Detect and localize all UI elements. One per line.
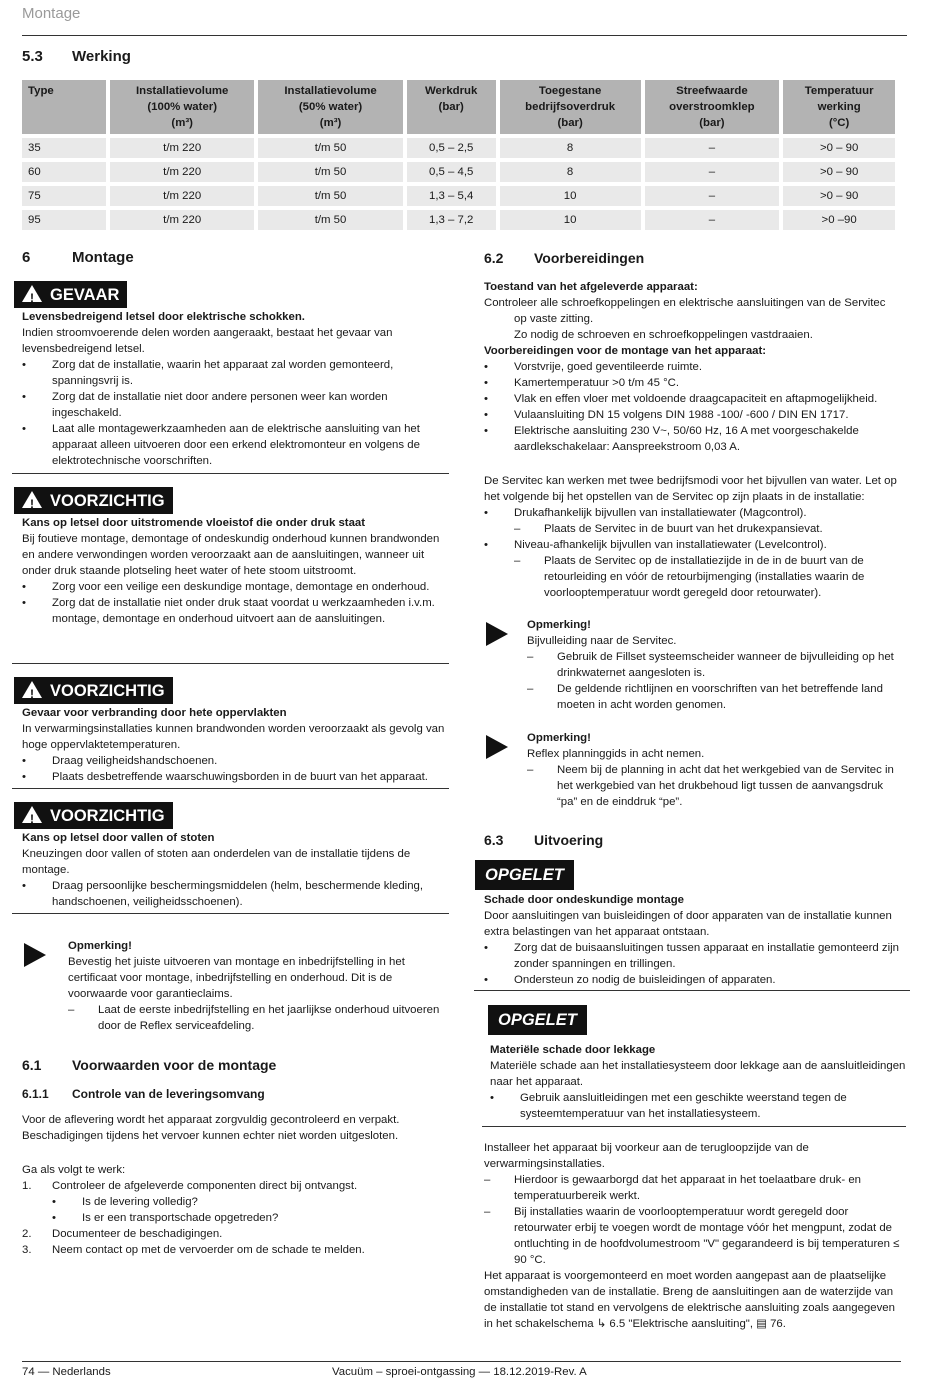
mode-bullets [484, 505, 906, 521]
table-header-cell [500, 80, 641, 134]
table-cell: t/m 50 [258, 138, 402, 158]
section-number: 6 [22, 249, 31, 266]
paragraph: Voor de aflevering wordt het apparaat zorgvuldig gecontroleerd en verpakt. Beschadigingen tijdens het vervoer kunnen echter niet worden uitgesloten. [22, 1114, 400, 1142]
table-header-cell [783, 80, 895, 134]
divider [12, 473, 449, 474]
step-number: 1. [22, 1180, 32, 1192]
list-item: – Plaats de Servitec op de installatiezijde in de in de buurt van de retourleiding en vóór de retourbijmenging (installaties waarin de voorlooptemperatuur wordt geregeld door retourwater). [514, 553, 906, 601]
caution-label-text: VOORZICHTIG [50, 682, 165, 700]
modes-block [484, 473, 906, 601]
danger-text: Indien stroomvoerende delen worden aangeraakt, bestaat het gevaar van levensbedreigend letsel. [22, 327, 393, 355]
notice-title: Materiële schade door lekkage [490, 1044, 656, 1056]
list-item: – Neem bij de planning in acht dat het werkgebied van de Servitec in het werkgebied van het drukbehoud ligt tussen de aanvangsdruk “pa” en de einddruk “pe”. [527, 762, 906, 810]
paragraph: Zo nodig de schroeven en schroefkoppelingen vastdraaien. [514, 329, 813, 341]
table-cell: 95 [22, 210, 106, 230]
note-arrow-icon [486, 735, 508, 759]
warning-triangle-icon [22, 806, 42, 823]
table-cell: 35 [22, 138, 106, 158]
notice-label-text: OPGELET [488, 1005, 587, 1035]
header-line: (bar) [699, 117, 725, 129]
caution-label [14, 802, 173, 829]
list-item: • Zorg dat de installatie niet door andere personen weer kan worden ingeschakeld. [22, 389, 450, 421]
caution-title: Kans op letsel door vallen of stoten [22, 832, 215, 844]
list-item: • Vulaansluiting DN 15 volgens DIN 1988 -100/ -600 / DIN EN 1717. [484, 407, 906, 423]
paragraph: Ga als volgt te werk: [22, 1164, 126, 1176]
note-block [527, 617, 906, 713]
header-line: (100% water) [147, 101, 217, 113]
section-title: Voorbereidingen [534, 250, 645, 266]
note-block [527, 730, 906, 810]
section-6-1-1-heading [22, 1086, 265, 1102]
list-item [22, 1178, 442, 1194]
paragraph: Controleer alle schroefkoppelingen en elektrische aansluitingen van de Servitec [484, 297, 886, 309]
header-line: (50% water) [298, 101, 363, 113]
sub-bullet-text: Is de levering volledig? [82, 1196, 198, 1208]
running-head: Montage [22, 5, 81, 22]
note-arrow-icon [24, 943, 46, 967]
paragraph [484, 1268, 902, 1332]
prep-bullets [484, 359, 906, 455]
table-cell: 0,5 – 2,5 [407, 138, 496, 158]
notice-block [484, 892, 906, 988]
table-cell: >0 – 90 [783, 138, 895, 158]
list-item: – Laat de eerste inbedrijfstelling en het jaarlijkse onderhoud uitvoeren door de Reflex serviceafdeling. [68, 1002, 450, 1034]
table-cell: 1,3 – 5,4 [407, 186, 496, 206]
section-6-2-heading [484, 250, 644, 266]
list-item: • Plaats desbetreffende waarschuwingsborden in de buurt van het apparaat. [22, 769, 450, 785]
section-6-3-heading [484, 832, 603, 848]
subheading: Voorbereidingen voor de montage van het apparaat: [484, 345, 767, 357]
list-item [22, 1242, 442, 1258]
table-cell: 8 [500, 162, 641, 182]
notice-text: Materiële schade aan het installatiesysteem door lekkage aan de aansluitleidingen naar het apparaat. [490, 1060, 906, 1088]
note-dashes [527, 762, 906, 810]
sub-bullet-text: Is er een transportschade opgetreden? [82, 1212, 279, 1224]
list-item: • Drukafhankelijk bijvullen van installatiewater (Magcontrol). [484, 505, 906, 521]
danger-label [14, 281, 127, 308]
section-title: Werking [72, 48, 131, 65]
section-number: 6.1.1 [22, 1087, 49, 1101]
table-cell: t/m 50 [258, 162, 402, 182]
divider [12, 663, 449, 664]
header-line: (bar) [557, 117, 583, 129]
danger-title: Levensbedreigend letsel door elektrische schokken. [22, 311, 305, 323]
table-row [22, 162, 895, 182]
section-number: 6.2 [484, 250, 504, 266]
section-number: 5.3 [22, 48, 43, 65]
list-item: • Vorstvrije, goed geventileerde ruimte. [484, 359, 906, 375]
table-cell: 1,3 – 7,2 [407, 210, 496, 230]
table-header-cell [645, 80, 780, 134]
footer-page-language: 74 — Nederlands [22, 1366, 111, 1378]
table-cell: t/m 220 [110, 210, 254, 230]
table-cell: 0,5 – 4,5 [407, 162, 496, 182]
table-row [22, 186, 895, 206]
note-title: Opmerking! [527, 732, 591, 744]
subheading: Toestand van het afgeleverde apparaat: [484, 281, 698, 293]
header-line: Toegestane [538, 85, 602, 97]
note-dashes [527, 649, 906, 713]
mode-dashes [484, 521, 906, 537]
section-title: Uitvoering [534, 832, 604, 848]
divider [12, 788, 449, 789]
page-reference[interactable]: 76. [766, 1318, 786, 1330]
section-number: 6.3 [484, 832, 504, 848]
caution-label [14, 677, 173, 704]
caution-block [22, 705, 450, 785]
footer-document-info: Vacuüm – sproei-ontgassing — 18.12.2019-Rev. A [332, 1366, 587, 1378]
table-row [22, 138, 895, 158]
table-cell: >0 – 90 [783, 186, 895, 206]
install-dashes [484, 1172, 902, 1268]
step-text: Neem contact op met de vervoerder om de schade te melden. [52, 1244, 365, 1256]
table-header-cell [258, 80, 402, 134]
header-line: bedrijfsoverdruk [525, 101, 616, 113]
list-item: • Kamertemperatuur >0 t/m 45 °C. [484, 375, 906, 391]
header-line: (bar) [438, 101, 464, 113]
list-item: • Vlak en effen vloer met voldoende draagcapaciteit en aftapmogelijkheid. [484, 391, 906, 407]
table-cell: – [645, 138, 780, 158]
closing-text: Het apparaat is voorgemonteerd en moet worden aangepast aan de plaatselijke omstandigheden van de installatie. Breng de aansluitingen aan de waterzijde van de installatie tot stand en vervolgens de elektrische aansluiting zoals aangegeven in het schakelschema [484, 1270, 895, 1330]
list-item: • Laat alle montagewerkzaamheden aan de elektrische aansluiting van het apparaat alleen uitvoeren door een erkend elektromonteur en volgens de elektrotechnische voorschriften. [22, 421, 450, 469]
notice-label [475, 860, 574, 890]
header-line: Installatievolume [135, 85, 229, 97]
arrow-link-icon: ↳ [596, 1318, 607, 1330]
list-item: • Gebruik aansluitleidingen met een geschikte weerstand tegen de systeemtemperatuur van het installatiesysteem. [490, 1090, 906, 1122]
section-title: Voorwaarden voor de montage [72, 1057, 277, 1073]
list-item: • Niveau-afhankelijk bijvullen van installatiewater (Levelcontrol). [484, 537, 906, 553]
section-number: 6.1 [22, 1057, 42, 1073]
table-cell: >0 – 90 [783, 162, 895, 182]
caution-text: Bij foutieve montage, demontage of ondeskundig onderhoud kunnen brandwonden en andere verwondingen worden veroorzaakt aan de aansluitingen, wanneer uit onder druk staande plotseling heet water of hete stoom uitstroomt. [22, 533, 440, 577]
list-item: – Gebruik de Fillset systeemscheider wanneer de bijvulleiding op het drinkwaternet aangesloten is. [527, 649, 906, 681]
caution-block [22, 515, 450, 627]
warning-triangle-icon [22, 285, 42, 302]
table-cell: – [645, 162, 780, 182]
notice-bullets [490, 1090, 906, 1122]
note-title: Opmerking! [68, 940, 132, 952]
caution-block [22, 830, 450, 910]
paragraph: Installeer het apparaat bij voorkeur aan de terugloopzijde van de verwarmingsinstallaties. [484, 1142, 809, 1170]
note-title: Opmerking! [527, 619, 591, 631]
table-cell: 10 [500, 210, 641, 230]
table-cell: >0 –90 [783, 210, 895, 230]
mode-dashes [484, 553, 906, 601]
list-item: • Zorg dat de buisaansluitingen tussen apparaat en installatie gemonteerd zijn zonder spanningen en trillingen. [484, 940, 906, 972]
section-6-heading [22, 250, 134, 266]
header-line: Installatievolume [284, 85, 377, 97]
list-item: – De geldende richtlijnen en voorschriften van het betreffende land moeten in acht worden genomen. [527, 681, 906, 713]
table-header-cell [22, 80, 106, 134]
step-number: 2. [22, 1228, 32, 1240]
table-row [22, 210, 895, 230]
cross-reference-link[interactable]: 6.5 "Elektrische aansluiting", [606, 1318, 757, 1330]
table-cell: – [645, 186, 780, 206]
notice-label-text: OPGELET [475, 860, 574, 890]
table-cell: 10 [500, 186, 641, 206]
table-cell: 75 [22, 186, 106, 206]
list-item: • Is er een transportschade opgetreden? [52, 1212, 279, 1224]
page-icon: ▤ [756, 1318, 767, 1330]
header-line: overstroomklep [669, 101, 755, 113]
section-title: Montage [72, 249, 134, 266]
caution-bullets [22, 753, 450, 785]
header-line: Werkdruk [425, 85, 478, 97]
note-text: Bijvulleiding naar de Servitec. [527, 635, 677, 647]
caution-text: In verwarmingsinstallaties kunnen brandwonden worden veroorzaakt als gevolg van hoge oppervlaktetemperaturen. [22, 723, 445, 751]
list-item: • Zorg dat de installatie, waarin het apparaat zal worden gemonteerd, spanningsvrij is. [22, 357, 450, 389]
section-6-1-heading [22, 1057, 276, 1073]
warning-triangle-icon [22, 681, 42, 698]
notice-label [488, 1005, 587, 1035]
step-text: Documenteer de beschadigingen. [52, 1228, 223, 1240]
preparations-block [484, 279, 906, 455]
table-header-cell [110, 80, 254, 134]
table-cell: t/m 50 [258, 210, 402, 230]
specifications-table [18, 76, 899, 234]
caution-text: Kneuzingen door vallen of stoten aan onderdelen van de installatie tijdens de montage. [22, 848, 411, 876]
table-cell: t/m 220 [110, 138, 254, 158]
danger-label-text: GEVAAR [50, 286, 120, 304]
divider [474, 990, 910, 991]
list-item: • Ondersteun zo nodig de buisleidingen of apparaten. [484, 972, 906, 988]
table-cell: t/m 220 [110, 186, 254, 206]
caution-label-text: VOORZICHTIG [50, 807, 165, 825]
header-line: (m³) [319, 117, 342, 129]
delivery-check-text [22, 1112, 442, 1144]
caution-label [14, 487, 173, 514]
notice-block [490, 1042, 906, 1122]
step-number: 3. [22, 1244, 32, 1256]
list-item: • Zorg voor een veilige een deskundige montage, demontage en onderhoud. [22, 579, 450, 595]
notice-title: Schade door ondeskundige montage [484, 894, 684, 906]
note-block [68, 938, 450, 1034]
caution-bullets [22, 579, 450, 627]
table-cell: – [645, 210, 780, 230]
table-cell: 8 [500, 138, 641, 158]
caution-title: Gevaar voor verbranding door hete oppervlakten [22, 707, 287, 719]
header-line: Type [28, 85, 54, 97]
note-arrow-icon [486, 622, 508, 646]
danger-bullets [22, 357, 450, 469]
paragraph: De Servitec kan werken met twee bedrijfsmodi voor het bijvullen van water. Let op het volgende bij het opstellen van de Servitec op zijn plaats in de installatie: [484, 475, 897, 503]
footer-rule [22, 1361, 901, 1362]
caution-title: Kans op letsel door uitstromende vloeistof die onder druk staat [22, 517, 366, 529]
paragraph: op vaste zitting. [514, 313, 594, 325]
notice-text: Door aansluitingen van buisleidingen of door apparaten van de installatie kunnen extra belastingen van het apparaat ontstaan. [484, 910, 892, 938]
list-item: • Is de levering volledig? [52, 1196, 198, 1208]
list-item: • Elektrische aansluiting 230 V~, 50/60 Hz, 16 A met voorgeschakelde aardlekschakelaar: Aanspreekstroom 0,03 A. [484, 423, 906, 455]
step-text: Controleer de afgeleverde componenten direct bij ontvangst. [52, 1180, 358, 1192]
note-text: Reflex planninggids in acht nemen. [527, 748, 705, 760]
list-item: – Hierdoor is gewaarborgd dat het apparaat in het toelaatbare druk- en temperatuurbereik werkt. [484, 1172, 902, 1204]
list-item: • Draag veiligheidshandschoenen. [22, 753, 450, 769]
mode-bullets [484, 537, 906, 553]
section-5-3-heading [22, 49, 131, 65]
caution-bullets [22, 878, 450, 910]
installation-text [484, 1140, 902, 1332]
note-text: Bevestig het juiste uitvoeren van montage en inbedrijfstelling in het certificaat voor montage, inbedrijfstelling en onderhoud. Dit is de voorwaarde voor garantieclaims. [68, 956, 405, 1000]
header-line: (°C) [828, 117, 850, 129]
divider [12, 913, 449, 914]
notice-bullets [484, 940, 906, 988]
list-item: • Zorg dat de installatie niet onder druk staat voordat u werkzaamheden i.v.m. montage, demontage en onderhoud uitvoert aan de aansluitingen. [22, 595, 450, 627]
header-line: werking [817, 101, 861, 113]
header-line: (m³) [171, 117, 193, 129]
note-dashes [68, 1002, 450, 1034]
table-cell: t/m 220 [110, 162, 254, 182]
list-item: – Bij installaties waarin de voorlooptemperatuur wordt geregeld door retourwater erbij te voegen wordt de montage vóór het mengpunt, zodat de ontluchting in de hoofdvolumestroom "V" gegarandeerd is bij temperaturen ≤ 90 °C. [484, 1204, 902, 1268]
list-item: • Draag persoonlijke beschermingsmiddelen (helm, beschermende kleding, handschoenen, veiligheidsschoenen). [22, 878, 450, 910]
table-cell: t/m 50 [258, 186, 402, 206]
table-header-cell [407, 80, 496, 134]
list-item [22, 1226, 442, 1242]
warning-triangle-icon [22, 491, 42, 508]
divider [482, 1126, 906, 1127]
danger-block [22, 309, 450, 469]
list-item: – Plaats de Servitec in de buurt van het drukexpansievat. [514, 521, 906, 537]
header-line: Streefwaarde [676, 85, 748, 97]
caution-label-text: VOORZICHTIG [50, 492, 165, 510]
section-title: Controle van de leveringsomvang [72, 1087, 265, 1101]
table-cell: 60 [22, 162, 106, 182]
delivery-steps [22, 1162, 442, 1258]
header-line: Temperatuur [804, 85, 874, 97]
header-rule [22, 35, 907, 36]
